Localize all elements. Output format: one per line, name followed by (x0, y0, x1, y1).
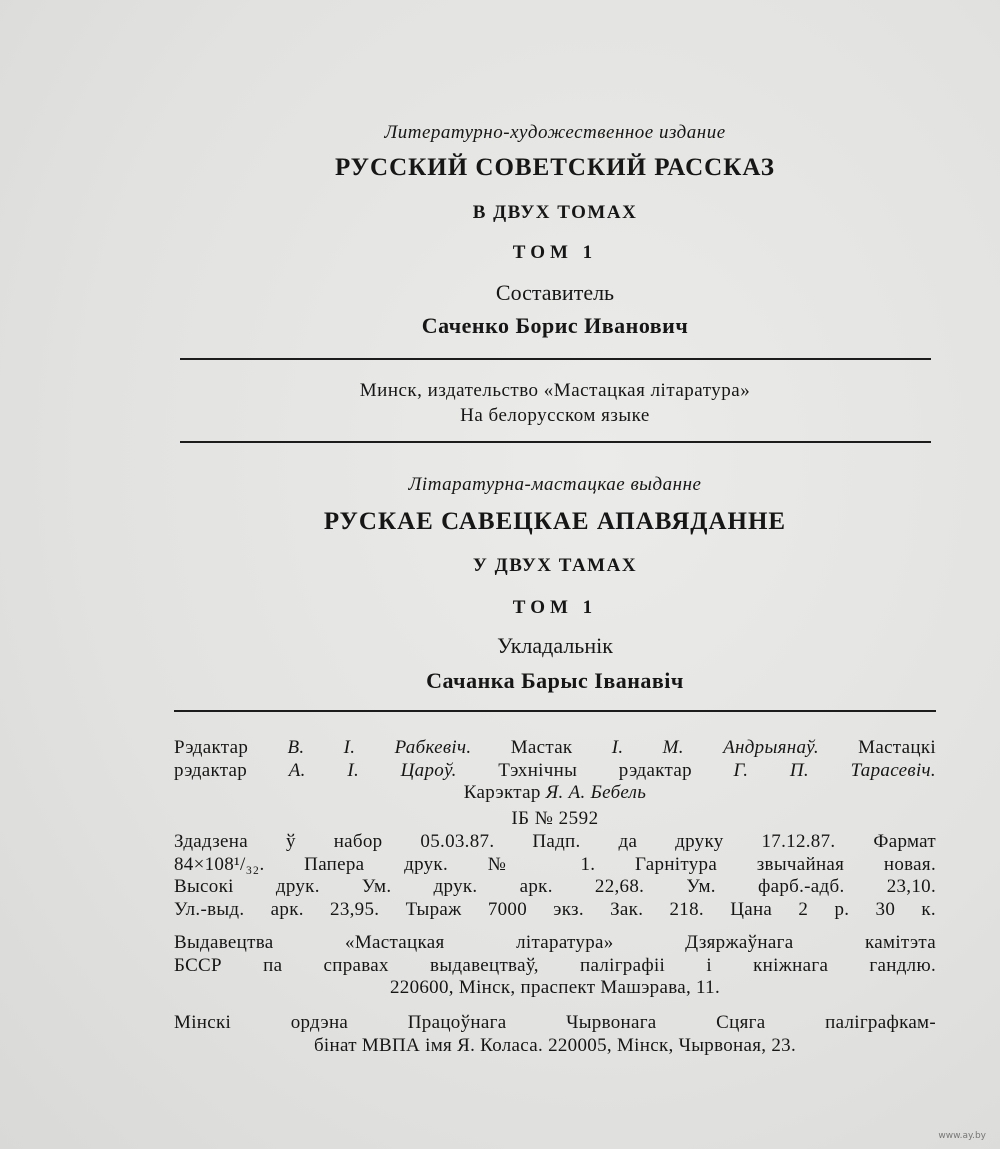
publisher-info-line: 220600, Мінск, праспект Машэрава, 11. (389, 977, 721, 998)
printer-info (174, 1012, 936, 1057)
divider-rule (174, 710, 936, 712)
edition-type-belarusian: Літаратурна-мастацкае выданне (408, 474, 702, 495)
volumes-russian: В ДВУХ ТОМАХ (472, 202, 638, 223)
compiler-name-russian: Саченко Борис Иванович (421, 313, 689, 338)
divider-rule (180, 441, 931, 443)
printer-info-line: бінат МВПА імя Я. Коласа. 220005, Мінск, Чырвоная, 23. (313, 1034, 797, 1056)
title-belarusian: РУСКАЕ САВЕЦКАЕ АПАВЯДАННЕ (323, 508, 787, 535)
volumes-belarusian: У ДВУХ ТАМАХ (472, 555, 638, 576)
publisher-info-line: БССР па справах выдавецтваў, паліграфіі і кніжнага гандлю. (174, 954, 936, 976)
title-russian: РУССКИЙ СОВЕТСКИЙ РАССКАЗ (335, 154, 775, 181)
credits-line-2: рэдактар А. І. Цароў. Тэхнічны рэдактар Г. П. Тарасевіч. (174, 759, 936, 781)
watermark: www.ay.by (938, 1131, 986, 1141)
volume-russian: ТОМ 1 (512, 242, 598, 263)
printer-info-line: Мінскі ордэна Працоўнага Чырвонага Сцяга паліграфкам- (174, 1012, 936, 1033)
tech-line: Ул.-выд. арк. 23,95. Тыраж 7000 экз. Зак. 218. Цана 2 р. 30 к. (174, 898, 936, 920)
tech-line: Высокі друк. Ум. друк. арк. 22,68. Ум. фарб.-адб. 23,10. (174, 876, 936, 897)
tech-line: Здадзена ў набор 05.03.87. Падп. да друку 17.12.87. Фармат (174, 831, 936, 852)
ib-number: ІБ № 2592 (511, 808, 599, 829)
publisher-info (174, 932, 936, 1000)
technical-data (174, 831, 936, 921)
volume-belarusian: ТОМ 1 (512, 597, 598, 618)
edition-type-russian: Литературно-художественное издание (384, 122, 726, 143)
compiler-name-belarusian: Сачанка Барыс Іванавіч (426, 668, 684, 693)
publisher-info-line: Выдавецтва «Мастацкая літаратура» Дзяржаўнага камітэта (174, 932, 936, 953)
divider-rule (180, 358, 931, 360)
compiler-role-russian: Составитель (495, 280, 615, 305)
language-line: На белорусском языке (460, 405, 650, 426)
credits-line-3: Карэктар Я. А. Бебель (463, 782, 647, 803)
compiler-role-belarusian: Укладальнік (497, 633, 613, 658)
tech-line: 84×108¹/₃₂. Папера друк. № 1. Гарнітура звычайная новая. (174, 853, 936, 875)
credits-line-1: Рэдактар В. І. Рабкевіч. Мастак І. М. Андрыянаў. Мастацкі (174, 737, 936, 758)
publisher-line: Минск, издательство «Мастацкая літаратура» (359, 380, 751, 401)
credits-block (174, 737, 936, 805)
